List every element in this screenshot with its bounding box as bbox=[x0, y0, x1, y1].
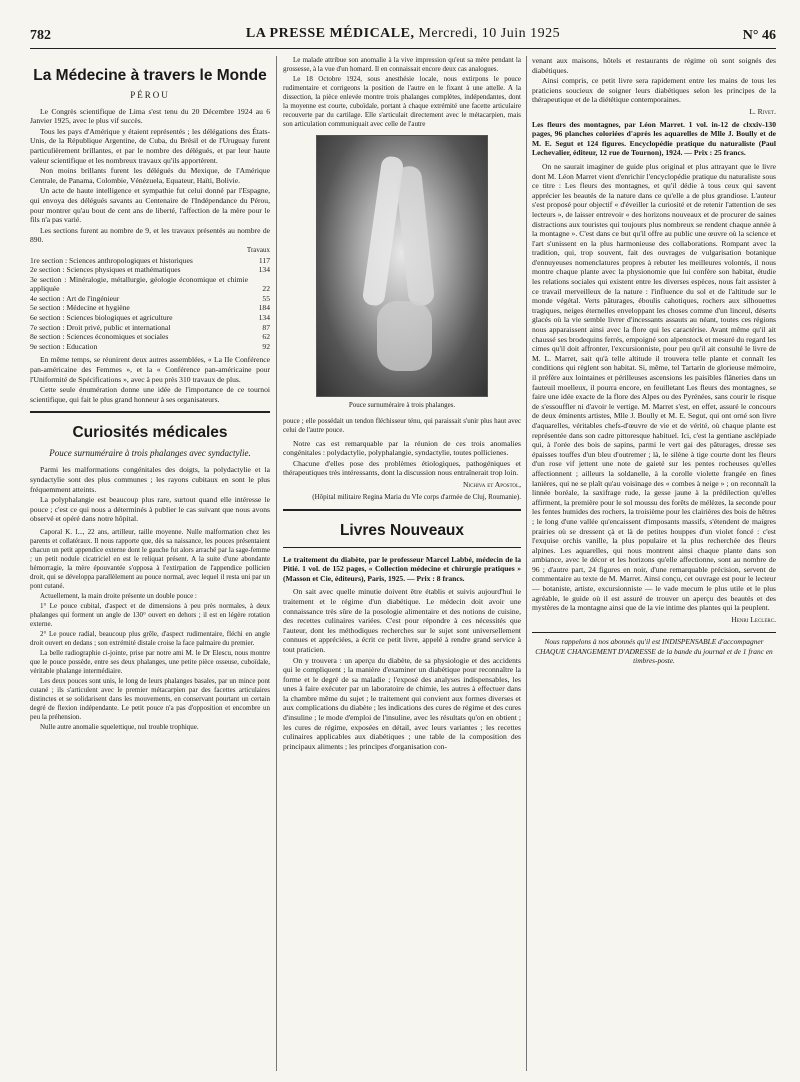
small-paragraph: 2° Le pouce radial, beaucoup plus grêle, d'aspect rudimentaire, fléchi en angle droit ouvert en dedans ; son extrémité distale croise la face palmaire du premier. bbox=[30, 629, 270, 647]
journal-title bbox=[30, 26, 776, 42]
paragraph: On sait avec quelle minutie doivent être établis et suivis aujourd'hui le traitement et le régime d'un diabétique. Le médecin doit avoir une connaissance très sûre de la posologie alimentaire et des notions de cuisine, des recettes culinaires variées. C'est pour répondre à ces nécessités que l'auteur, dont les méthodiques recherches sur le sujet sont universellement connues et appréciées, a écrit ce petit livre, appelé à rendre grand service à tout praticien. bbox=[283, 587, 521, 654]
radiograph-figure bbox=[316, 135, 488, 397]
paragraph: La polyphalangie est beaucoup plus rare, surtout quand elle intéresse le pouce ; c'est ce qui nous a déterminés à publier le cas suivant que nous avons observé et opéré dans notre hôpital. bbox=[30, 495, 270, 524]
section-count: 117 bbox=[258, 255, 270, 265]
section-divider bbox=[283, 509, 521, 511]
small-paragraph: La belle radiographie ci-jointe, prise par notre ami M. le Dr Elescu, nous montre que le pouce possède, entre ses deux phalanges, une petite pièce osseuse, cuboïdale, véritable phalange intermédiaire. bbox=[30, 648, 270, 675]
section-count: 92 bbox=[262, 341, 270, 351]
table-row bbox=[30, 323, 270, 333]
paragraph: Le Congrès scientifique de Lima s'est tenu du 20 Décembre 1924 au 6 Janvier 1925, avec le plus vif succès. bbox=[30, 106, 270, 126]
thumb-bone-shape bbox=[395, 165, 435, 307]
authors-affiliation: (Hôpital militaire Regina Maria du VIe corps d'armée de Cluj, Roumanie). bbox=[312, 492, 521, 501]
perou-paragraphs bbox=[30, 107, 270, 245]
reviewer-signature: L. Rivet. bbox=[749, 106, 776, 116]
figure-caption: Pouce surnuméraire à trois phalanges. bbox=[348, 401, 456, 409]
small-paragraph: Caporal K. I..., 22 ans, artilleur, taille moyenne. Nulle malformation chez les parents et collatéraux. Il nous rapporte que, dès sa naissance, les pouces présentaient chacun un petit appendice externe dont le gauche fut alors arraché par la sage-femme ; un petit nodule cicatriciel en est le reliquat présent. A la suite d'une abondante hémorragie, la mère épouvantée s'opposa à l'extirpation de l'appendice pollicien droit, qui se développa parallèlement au pouce normal, avec lequel il resta uni par un pont cutané. bbox=[30, 527, 270, 590]
reviewer-signature: Henri Leclerc. bbox=[731, 614, 776, 624]
section-count: 22 bbox=[262, 284, 270, 294]
book-title-fleurs: Les fleurs des montagnes, par Léon Marret. 1 vol. in-12 de clxxiv-130 pages, 96 planches coloriées d'après les aquarelles de Mlle J. Boully et de M. E. Segut et 124 figures. Encyclopédie pratique du naturaliste (Paul Lechevalier, éditeur, 12 rue de Tournon), 1924. — Prix : 25 francs. bbox=[532, 119, 776, 158]
section-count: 184 bbox=[258, 303, 270, 313]
column-3 bbox=[532, 56, 776, 1071]
paragraph: Notre cas est remarquable par la réunion de ces trois anomalies congénitales : polydactylie, polyphalangie, syndactylie, toutes pollicienes. bbox=[283, 438, 521, 458]
table-row bbox=[30, 256, 270, 266]
paragraph: Les sections furent au nombre de 9, et les travaux présentés au nombre de 890. bbox=[30, 225, 270, 245]
section-label: 2e section : Sciences physiques et mathématiques bbox=[30, 265, 181, 275]
paragraph: On ne saurait imaginer de guide plus original et plus attrayant que le livre dont M. Léon Marret vient d'enrichir l'encyclopédie pratique du naturaliste sous ce titre : Les fleurs des montagnes, et qu'il dédie à tous ceux qui savent apprécier les beautés de la nature dans ce qu'elle a de plus grandiose. L'auteur s'est proposé pour objectif « d'éveiller la curiosité et de retenir l'attention de ses lecteurs », de laisser entrevoir « des horizons nouveaux et de procurer de saines distractions aux touristes qui toujours plus nombreux se rendent chaque année à la montagne ». C'est dans ce but qu'il offre au public une œuvre où la science et l'art s'unissent en la plus harmonieuse des collaborations. Rompant avec la tradition, qui, trop souvent, fait des ouvrages de vulgarisation botanique d'ennuyeuses nomenclatures propres à rebuter les meilleures volontés, il nous montre chaque plante avec la physionomie que lui confère son habitat, étudie les relations sociales qui existent entre les diverses espèces, nous fait assister à ce travail merveilleux de la nature : l'influence du sol et de l'altitude sur le monde végétal. Verts pâturages, éboulis cahotiques, rochers aux silhouettes tragiques, neiges éternelles enveloppant les choses comme d'un linceul, déserts glacés où la vie semble livrer d'incessants assauts au néant, toutes ces régions nous apparaissent ainsi avec la flore qui les caractérise. Avant même qu'il ait chaussé ses brodequins ferrés, empoigné son alpenstock et mesuré du regard les cimes qu'il doit affronter, l'excursionniste, pour peu qu'il ait consulté le livre de M. L. Marret, sait qu'à telle altitude il trouvera telle plante et connaît les conditions qui règlent son habitat. Si, même, tel Tartarin de glorieuse mémoire, il préfère aux lointaines et périlleuses ascensions les paisibles flâneries dans un fauteuil moelleux, il pourra encore, en feuilletant Les fleurs des montagnes, se faire une idée exacte de la flore des Alpes ou des Pyrénées, sans courir le risque de s'essouffler ni d'avoir le vertige. M. Marret s'est, en effet, assuré le concours de deux éminents artistes, Mlle J. Boully et M. E. Segut, qui ont orné son livre d'aquarelles, véritables chefs-d'œuvre de vie et de vérité, où chaque plante est représentée dans son cadre pittoresque habituel. Ici, c'est la gentiane asclépiade qui, à l'orée des bois de sapins, parmi le vert gai des pâturages, dresse ses épaisses touffes d'un bleu d'outremer ; là, le silène à tige courte dont les fleurs d'un rose vif jettent une note de gaieté sur les pentes rocheuses qu'elles affectionnent ; ailleurs la soldanelle, à la corolle violette frangée en fines lanières, qui ne se plaît qu'au voisinage des « combes à neige » ; on reconnaît la linnée boréale, la saxifrage rude, la gesse jaune à la prédilection qu'elles affirment, la première pour le sol moussu des forêts de mélèzes, la seconde pour les fentes humides des rochers, la troisième pour les clairières des bois de hêtres ; le long d'une vallée qu'encaissent d'imposants massifs, s'étendent de maigres prairies où se dressent çà et là de petites houppes d'un violet foncé : c'est l'exquise orchis vanille, la plus populaire et la plus recherchée des fleurs alpines. Les aquarelles, qui nous montrent ainsi chaque plante dans son ambiance, avec le décor et les horizons qu'elle affectionne, sont au nombre de 96 ; d'autre part, 24 figures en noir, d'une remarquable précision, servent de commentaire au texte de M. Marret. Ainsi conçu, cet ouvrage est pour le lecteur — botaniste, artiste, excursionniste — le vade mecum le plus utile et le plus agréable, le guide où il est assuré de trouver un aperçu des beautés et des mystères de la montagne ainsi que de la vie intime des plantes qui la peuplent. bbox=[532, 161, 776, 613]
small-paragraph: Le 18 Octobre 1924, sous anesthésie locale, nous extirpons le pouce rudimentaire et corrigeons la position de l'autre en le fixant à une attelle. A la dissection, la pièce enlevée montre trois phalanges complètes, indépendantes, dont la moyenne est courte, cuboïdale, portant à chaque extrémité une facette articulaire recouverte par du cartilage. Elle s'articulait directement avec le métacarpien, mais son articulation communiquait avec celle de l'autre bbox=[283, 75, 521, 128]
paragraph: Tous les pays d'Amérique y étaient représentés ; les délégations des États-Unis, de la République Argentine, de Cuba, du Brésil et de l'Uruguay furent particulièrement brillantes, et par le nombre des délégués, et par leur haute valeur scientifique et les nombreux travaux qu'ils apportèrent. bbox=[30, 126, 270, 165]
issue-date: Mercredi, 10 Juin 1925 bbox=[418, 26, 561, 41]
small-paragraph: Les deux pouces sont unis, le long de leurs phalanges basales, par un mince pont cutané ; ils s'articulent avec le premier métacarpien par des facettes articulaires distinctes et se solidarisent dans les mouvements, en conservant pourtant un certain degré de flexion indépendante. Le petit pouce n'a pas d'opposition et encombre un peu la préhension. bbox=[30, 676, 270, 721]
journal-name: LA PRESSE MÉDICALE, bbox=[245, 26, 415, 41]
section-label: 7e section : Droit privé, public et international bbox=[30, 322, 171, 332]
table-row bbox=[30, 265, 270, 275]
small-paragraph: pouce ; elle possédait un tendon fléchisseur ténu, qui paraissait s'unir plus haut avec celui de l'autre pouce. bbox=[283, 416, 521, 434]
article-title-pouce: Pouce surnuméraire à trois phalanges avec syndactylie. bbox=[49, 448, 251, 459]
paragraph: Un acte de haute intelligence et sympathie fut celui donné par l'Espagne, qui envoya des délégués savants au Centenaire de l'Indépendance du Pérou, pour montrer qu'au bout de cent ans de liberté, l'affection de la mère pour le fils n'a pas varié. bbox=[30, 186, 270, 225]
section-label: 5e section : Médecine et hygiène bbox=[30, 303, 130, 313]
subscriber-notice: Nous rappelons à nos abonnés qu'il est INDISPENSABLE d'accompagner CHAQUE CHANGEMENT D'ADRESSE de la bande du journal et de 1 franc en timbres-poste. bbox=[532, 632, 776, 665]
section-label: 9e section : Education bbox=[30, 341, 98, 351]
table-row bbox=[30, 294, 270, 304]
section-count: 134 bbox=[258, 313, 270, 323]
authors-signature: Nichiva et Apostol, bbox=[462, 479, 521, 489]
column-rule-2 bbox=[526, 56, 527, 1071]
paragraph: Ainsi compris, ce petit livre sera rapidement entre les mains de tous les praticiens soucieux de soigner leurs diabétiques selon les principes de la thérapeutique et de la diététique contemporaines. bbox=[532, 76, 776, 105]
metacarpal-shape bbox=[377, 301, 432, 371]
subtitle-perou: PÉROU bbox=[130, 90, 170, 100]
page-number: 782 bbox=[30, 28, 51, 43]
page-header bbox=[30, 26, 776, 49]
small-paragraph: Nulle autre anomalie squelettique, nul trouble trophique. bbox=[40, 722, 199, 731]
table-row bbox=[30, 313, 270, 323]
paragraph: On y trouvera : un aperçu du diabète, de sa physiologie et des accidents qui le compliquent ; la manière d'examiner un diabétique pour reconnaître la forme et le degré de sa maladie ; l'exposé des analyses indispensables, les unes à faire exécuter par un laboratoire de chimie, les autres à effectuer dans la chambre même du sujet ; le traitement qui convient aux formes diverses et aux complications du diabète ; les indications des cures de régime et des cures d'insuline ; le mode d'emploi de l'insuline, avec les résultats qu'on en obtient ; les cures de régime, exposées en détail, avec leurs variantes ; les recettes culinaires applicables aux diabétiques ; une table de la composition des principaux aliments ; les principes d'organisation con- bbox=[283, 655, 521, 751]
paragraph: Non moins brillants furent les délégués du Mexique, de l'Amérique Centrale, de Panama, Colombie, Vénézuela, Equateur, Haïti, Bolivie. bbox=[30, 166, 270, 185]
paragraph: Parmi les malformations congénitales des doigts, la polydactylie et la syndactylie sont des plus communes ; les rayons cubitaux en sont le plus fréquemment atteints. bbox=[30, 465, 270, 494]
book-title-diabete: Le traitement du diabète, par le professeur Marcel Labbé, médecin de la Pitié. 1 vol. de 152 pages, « Collection médecine et chirurgie pratiques » (Masson et Cie, éditeurs), Paris, 1925. — Prix : 8 francs. bbox=[283, 554, 521, 583]
section-count: 55 bbox=[262, 293, 270, 303]
section-count: 134 bbox=[258, 265, 270, 275]
issue-number: N° 46 bbox=[742, 28, 776, 43]
paragraph: Cette seule énumération donne une idée de l'importance de ce tournoi scientifique, qui fait le plus grand honneur à ses organisateurs. bbox=[30, 385, 270, 404]
section-title-livres: Livres Nouveaux bbox=[339, 521, 465, 539]
section-count: 87 bbox=[262, 322, 270, 332]
section-divider bbox=[283, 547, 521, 548]
small-paragraph: Actuellement, la main droite présente un double pouce : bbox=[40, 591, 197, 600]
travaux-header: Travaux bbox=[246, 245, 270, 254]
section-label: 8e section : Sciences économiques et sociales bbox=[30, 332, 169, 342]
sections-table bbox=[30, 256, 270, 352]
section-label: 6e section : Sciences biologiques et agriculture bbox=[30, 313, 173, 323]
section-label: 4e section : Art de l'ingénieur bbox=[30, 293, 120, 303]
section-label: 1re section : Sciences anthropologiques et historiques bbox=[30, 255, 193, 265]
paragraph: Chacune d'elles pose des problèmes étiologiques, pathogéniques et thérapeutiques très intéressants, dont la discussion nous entraînerait trop loin. bbox=[283, 458, 521, 478]
paragraph: venant aux maisons, hôtels et restaurants de régime où sont soignés des diabétiques. bbox=[532, 56, 776, 75]
table-row bbox=[30, 303, 270, 313]
paragraph: En même temps, se réunirent deux autres assemblées, « La IIe Conférence pan-américaine des Femmes », et la « Conférence pan-américaine pour l'Uniformité de Spécifications », avec à peu près 310 travaux de plus. bbox=[30, 355, 270, 384]
table-row bbox=[30, 342, 270, 352]
section-title-curiosites: Curiosités médicales bbox=[72, 424, 228, 442]
table-row bbox=[30, 332, 270, 342]
column-1 bbox=[30, 56, 270, 1071]
column-2 bbox=[283, 56, 521, 1071]
column-rule-1 bbox=[276, 56, 277, 1071]
table-row bbox=[30, 275, 270, 294]
section-count: 62 bbox=[262, 332, 270, 342]
section-title-medecine: La Médecine à travers le Monde bbox=[33, 67, 267, 84]
section-label: 3e section : Minéralogie, métallurgie, géologie économique et chimie appliquée bbox=[30, 274, 248, 294]
small-paragraph: Le malade attribue son anomalie à la vive impression qu'eut sa mère pendant la grossesse, à la vue d'un homard. Il en connaissait encore deux cas analogues. bbox=[283, 56, 521, 73]
section-divider bbox=[30, 411, 270, 413]
small-paragraph: 1° Le pouce cubital, d'aspect et de dimensions à peu près normales, à deux phalanges qui forment un angle de 130° ouvert en dehors ; il est en légère rotation externe. bbox=[30, 601, 270, 628]
